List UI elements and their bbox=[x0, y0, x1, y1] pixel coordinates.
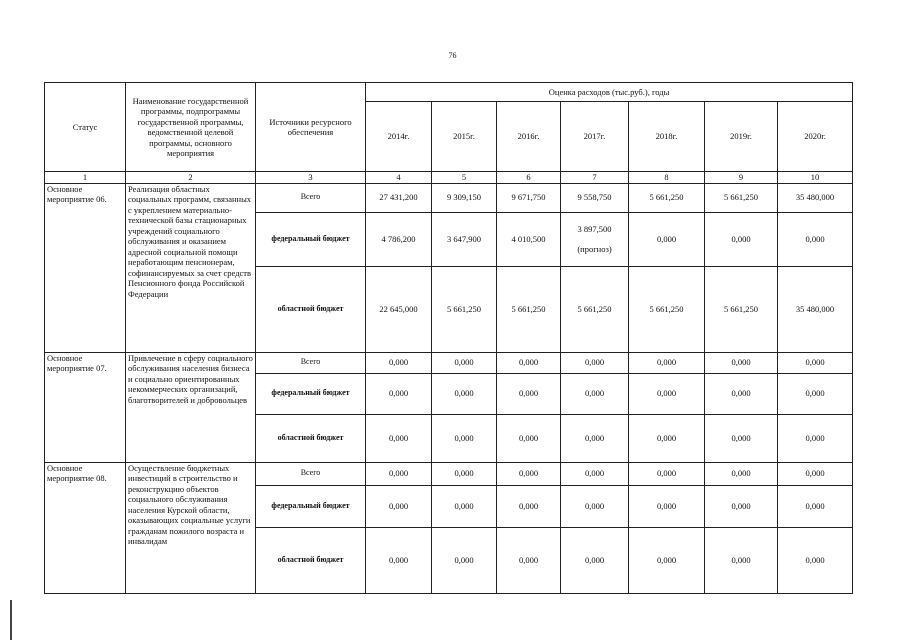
table-row bbox=[45, 352, 853, 373]
value-cell: 0,000 bbox=[705, 414, 778, 462]
source-cell: областной бюджет bbox=[256, 414, 366, 462]
value-cell: 5 661,250 bbox=[629, 183, 705, 212]
value-cell: 0,000 bbox=[778, 373, 853, 414]
year-2018: 2018г. bbox=[629, 102, 705, 172]
value-cell: 0,000 bbox=[561, 527, 629, 593]
value-cell: 5 661,250 bbox=[705, 266, 778, 352]
value-cell: 27 431,200 bbox=[366, 183, 432, 212]
value-cell: 0,000 bbox=[705, 462, 778, 485]
source-cell: федеральный бюджет bbox=[256, 373, 366, 414]
value-cell: 0,000 bbox=[778, 352, 853, 373]
value-cell: 0,000 bbox=[629, 527, 705, 593]
value-cell-with-note bbox=[561, 212, 629, 266]
year-2014: 2014г. bbox=[366, 102, 432, 172]
year-2015: 2015г. bbox=[432, 102, 497, 172]
name-cell: Осуществление бюджетных инвестиций в строительство и реконструкцию объектов социального обслуживания населения Курской области, оказывающих социальные услуги гражданам пожилого возраста и инвалидам bbox=[126, 462, 256, 593]
status-cell: Основное мероприятие 06. bbox=[45, 183, 126, 352]
value-text: 3 897,500 bbox=[577, 223, 612, 234]
value-cell: 9 309,150 bbox=[432, 183, 497, 212]
value-cell: 4 786,200 bbox=[366, 212, 432, 266]
budget-table bbox=[44, 82, 853, 594]
col-num: 3 bbox=[256, 172, 366, 184]
col-num: 4 bbox=[366, 172, 432, 184]
source-cell: Всего bbox=[256, 183, 366, 212]
value-cell: 0,000 bbox=[629, 373, 705, 414]
value-cell: 4 010,500 bbox=[497, 212, 561, 266]
status-cell: Основное мероприятие 08. bbox=[45, 462, 126, 593]
header-name: Наименование государственной программы, подпрограммы государственной программы, ведомственной целевой программы, основного мероприятия bbox=[126, 83, 256, 172]
source-cell: Всего bbox=[256, 352, 366, 373]
value-cell: 5 661,250 bbox=[497, 266, 561, 352]
col-num: 7 bbox=[561, 172, 629, 184]
header-estimate: Оценка расходов (тыс.руб.), годы bbox=[366, 83, 853, 102]
value-cell: 0,000 bbox=[705, 527, 778, 593]
value-cell: 0,000 bbox=[561, 373, 629, 414]
value-cell: 0,000 bbox=[778, 414, 853, 462]
source-cell: областной бюджет bbox=[256, 527, 366, 593]
value-cell: 0,000 bbox=[629, 485, 705, 527]
value-cell: 5 661,250 bbox=[629, 266, 705, 352]
source-cell: областной бюджет bbox=[256, 266, 366, 352]
value-cell: 0,000 bbox=[561, 485, 629, 527]
value-cell: 0,000 bbox=[705, 373, 778, 414]
value-cell: 5 661,250 bbox=[432, 266, 497, 352]
column-number-row bbox=[45, 172, 853, 184]
status-cell: Основное мероприятие 07. bbox=[45, 352, 126, 462]
header-status: Статус bbox=[45, 83, 126, 172]
value-cell: 0,000 bbox=[432, 462, 497, 485]
value-cell: 0,000 bbox=[778, 462, 853, 485]
value-cell: 0,000 bbox=[497, 485, 561, 527]
value-cell: 0,000 bbox=[366, 373, 432, 414]
header-sources: Источники ресурсного обеспечения bbox=[256, 83, 366, 172]
forecast-note: (прогноз) bbox=[577, 244, 612, 254]
name-cell: Реализация областных социальных программ, связанных с укреплением материально-технической базы стационарных учреждений социального обслуживания и оказанием адресной социальной помощи неработающим пенсионерам, софинансируемых за счет средств Пенсионного фонда Российской Федерации bbox=[126, 183, 256, 352]
value-cell: 0,000 bbox=[366, 414, 432, 462]
value-cell: 0,000 bbox=[497, 527, 561, 593]
col-num: 8 bbox=[629, 172, 705, 184]
col-num: 5 bbox=[432, 172, 497, 184]
name-cell: Привлечение в сферу социального обслуживания населения бизнеса и социально ориентированных некоммерческих организаций, благотворителей и добровольцев bbox=[126, 352, 256, 462]
value-cell: 0,000 bbox=[705, 352, 778, 373]
year-2020: 2020г. bbox=[778, 102, 853, 172]
value-cell: 0,000 bbox=[366, 527, 432, 593]
value-cell: 5 661,250 bbox=[561, 266, 629, 352]
value-cell: 0,000 bbox=[561, 462, 629, 485]
col-num: 6 bbox=[497, 172, 561, 184]
source-cell: федеральный бюджет bbox=[256, 485, 366, 527]
value-cell: 9 558,750 bbox=[561, 183, 629, 212]
value-cell: 0,000 bbox=[778, 485, 853, 527]
value-cell: 35 480,000 bbox=[778, 266, 853, 352]
year-2019: 2019г. bbox=[705, 102, 778, 172]
value-cell: 3 647,900 bbox=[432, 212, 497, 266]
value-cell: 0,000 bbox=[366, 462, 432, 485]
col-num: 1 bbox=[45, 172, 126, 184]
value-cell: 0,000 bbox=[629, 352, 705, 373]
value-cell: 0,000 bbox=[432, 527, 497, 593]
value-cell: 0,000 bbox=[778, 212, 853, 266]
value-cell: 0,000 bbox=[561, 352, 629, 373]
year-2017: 2017г. bbox=[561, 102, 629, 172]
source-cell: Всего bbox=[256, 462, 366, 485]
col-num: 2 bbox=[126, 172, 256, 184]
value-cell: 0,000 bbox=[432, 485, 497, 527]
value-cell: 35 480,000 bbox=[778, 183, 853, 212]
value-cell: 0,000 bbox=[497, 462, 561, 485]
table-row bbox=[45, 462, 853, 485]
value-cell: 5 661,250 bbox=[705, 183, 778, 212]
scan-edge-line bbox=[10, 600, 12, 640]
value-cell: 0,000 bbox=[778, 527, 853, 593]
value-cell: 0,000 bbox=[497, 352, 561, 373]
table-row bbox=[45, 183, 853, 212]
col-num: 10 bbox=[778, 172, 853, 184]
value-cell: 0,000 bbox=[497, 414, 561, 462]
value-cell: 0,000 bbox=[561, 414, 629, 462]
value-cell: 0,000 bbox=[705, 212, 778, 266]
value-cell: 9 671,750 bbox=[497, 183, 561, 212]
value-cell: 0,000 bbox=[432, 414, 497, 462]
value-cell: 0,000 bbox=[629, 212, 705, 266]
col-num: 9 bbox=[705, 172, 778, 184]
value-cell: 0,000 bbox=[705, 485, 778, 527]
value-cell: 22 645,000 bbox=[366, 266, 432, 352]
value-cell: 0,000 bbox=[497, 373, 561, 414]
value-cell: 0,000 bbox=[366, 485, 432, 527]
value-cell: 0,000 bbox=[366, 352, 432, 373]
value-cell: 0,000 bbox=[629, 462, 705, 485]
value-cell: 0,000 bbox=[629, 414, 705, 462]
page-number: 76 bbox=[448, 51, 457, 60]
value-cell: 0,000 bbox=[432, 352, 497, 373]
source-cell: федеральный бюджет bbox=[256, 212, 366, 266]
year-2016: 2016г. bbox=[497, 102, 561, 172]
value-cell: 0,000 bbox=[432, 373, 497, 414]
